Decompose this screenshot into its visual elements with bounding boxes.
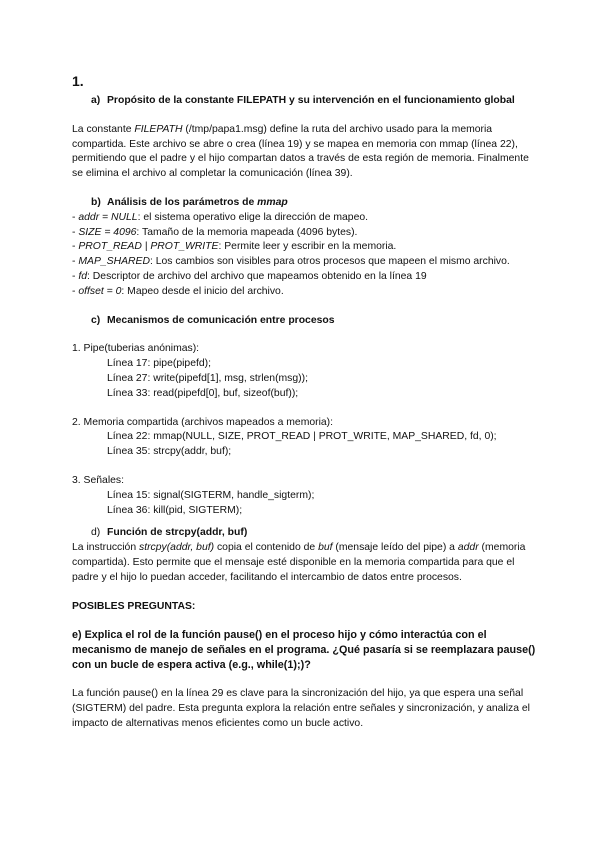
subsection-c-heading xyxy=(91,314,542,329)
subsection-b-title-em: mmap xyxy=(257,196,288,208)
filepath-const: FILEPATH xyxy=(134,123,183,135)
mmap-param-item: - SIZE = 4096: Tamaño de la memoria mapeada (4096 bytes). xyxy=(72,226,358,238)
filepath-paragraph: La constante FILEPATH (/tmp/papa1.msg) define la ruta del archivo usado para la memoria compartida. Este archivo se abre o crea (línea 19) y se mapea en memoria con mmap (línea 22), permitiendo que el padre y el hijo compartan datos a través de esta región de memoria. Finalmente se elimina el archivo al completar la comunicación (línea 39). xyxy=(72,123,529,180)
subsection-d-title: Función de strcpy(addr, buf) xyxy=(107,527,248,539)
shared-memory-line: Línea 22: mmap(NULL, SIZE, PROT_READ | PROT_WRITE, MAP_SHARED, fd, 0); xyxy=(107,431,497,443)
answer-e: La función pause() en la línea 29 es clave para la sincronización del hijo, ya que espera una señal (SIGTERM) del padre. Esta pregunta explora la relación entre señales y sincronización, y analiza el impacto de alternativas menos eficientes como un bucle activo. xyxy=(72,688,530,729)
signals-line: Línea 36: kill(pid, SIGTERM); xyxy=(107,504,243,516)
pipe-line: Línea 17: pipe(pipefd); xyxy=(107,358,211,370)
mmap-params-list xyxy=(72,211,542,300)
subsection-c-label: c) xyxy=(91,314,101,326)
posibles-preguntas-heading: POSIBLES PREGUNTAS: xyxy=(72,600,196,612)
subsection-b-title: Análisis de los parámetros de xyxy=(107,196,258,208)
mmap-param-item: - offset = 0: Mapeo desde el inicio del archivo. xyxy=(72,285,284,297)
strcpy-paragraph: La instrucción strcpy(addr, buf) copia el contenido de buf (mensaje leído del pipe) a addr (memoria compartida). Esto permite que el mensaje esté disponible en la memoria compartida para que el padre y el hijo lo puedan acceder, facilitando el intercambio de datos entre procesos. xyxy=(72,542,526,583)
document-page xyxy=(72,72,542,732)
pipe-line: Línea 33: read(pipefd[0], buf, sizeof(buf)); xyxy=(107,387,299,399)
question-e: e) Explica el rol de la función pause() en el proceso hijo y cómo interactúa con el mecanismo de manejo de señales en el programa. ¿Qué pasaría si se reemplazara pause() con un bucle de espera activa (e.g., while(1);)? xyxy=(72,629,536,672)
subsection-a-title: Propósito de la constante FILEPATH y su intervención en el funcionamiento global xyxy=(107,95,515,106)
subsection-d-heading xyxy=(91,526,542,541)
mmap-param-item: - fd: Descriptor de archivo del archivo que mapeamos obtenido en la línea 19 xyxy=(72,270,427,282)
subsection-c-title: Mecanismos de comunicación entre procesos xyxy=(107,314,335,326)
pipe-line: Línea 27: write(pipefd[1], msg, strlen(msg)); xyxy=(107,372,308,384)
subsection-b-label: b) xyxy=(91,196,101,208)
shared-memory-line: Línea 35: strcpy(addr, buf); xyxy=(107,446,232,458)
subsection-d-label: d) xyxy=(91,527,101,539)
subsection-b-heading xyxy=(91,196,542,211)
subsection-a-heading xyxy=(91,94,542,109)
mmap-param-item: - addr = NULL: el sistema operativo elige la dirección de mapeo. xyxy=(72,211,369,223)
signals-title: 3. Señales: xyxy=(72,474,124,486)
subsection-a-label: a) xyxy=(91,95,101,106)
signals-line: Línea 15: signal(SIGTERM, handle_sigterm); xyxy=(107,489,315,501)
shared-memory-title: 2. Memoria compartida (archivos mapeados a memoria): xyxy=(72,416,334,428)
mmap-param-item: - MAP_SHARED: Los cambios son visibles para otros procesos que mapeen el mismo archivo. xyxy=(72,256,510,268)
mmap-param-item: - PROT_READ | PROT_WRITE: Permite leer y escribir en la memoria. xyxy=(72,241,397,253)
section-number: 1. xyxy=(72,73,84,89)
pipe-title: 1. Pipe(tuberias anónimas): xyxy=(72,343,200,355)
